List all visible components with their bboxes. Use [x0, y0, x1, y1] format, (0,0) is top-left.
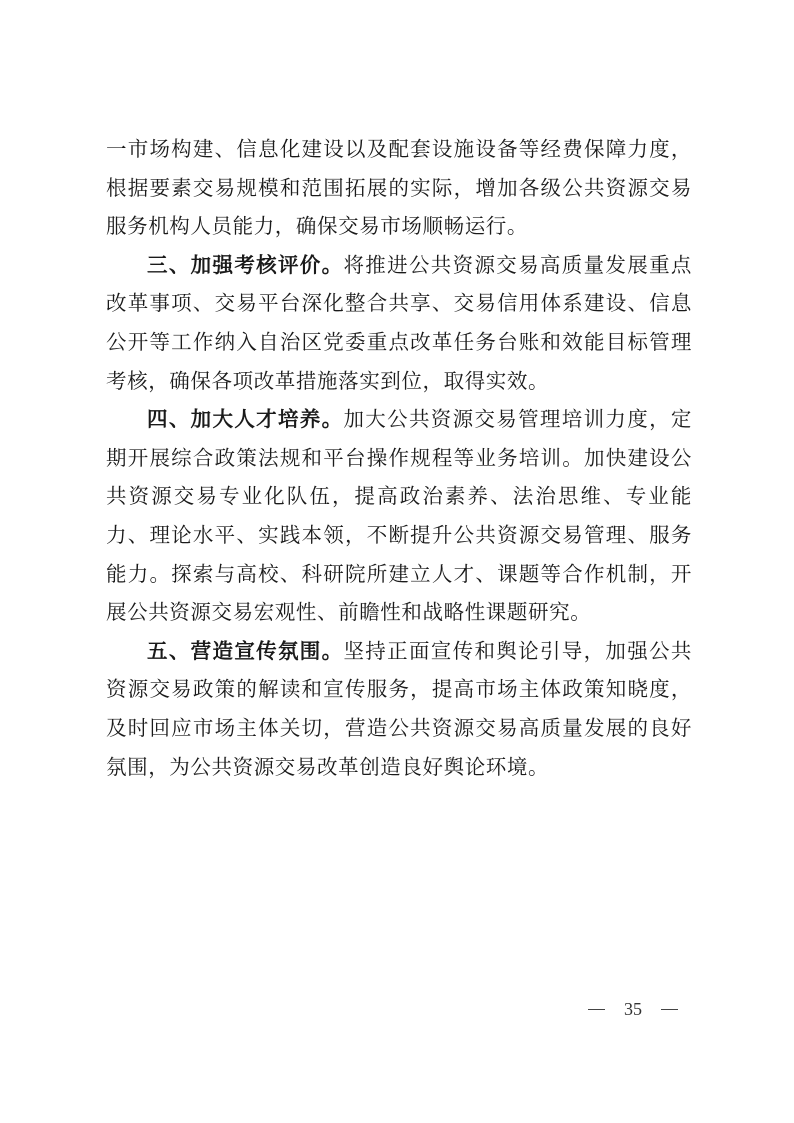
- page-number-footer: [588, 999, 678, 1020]
- right-dash: [661, 1009, 678, 1010]
- paragraph-text: 将推进公共资源交易高质量发展重点改革事项、交易平台深化整合共享、交易信用体系建设、信息公开等工作纳入自治区党委重点改革任务台账和效能目标管理考核，确保各项改革措施落实到位，取得实效。: [106, 252, 692, 393]
- paragraph-talent: [106, 400, 692, 632]
- paragraph-text: 加大公共资源交易管理培训力度，定期开展综合政策法规和平台操作规程等业务培训。加快建设公共资源交易专业化队伍，提高政治素养、法治思维、专业能力、理论水平、实践本领，不断提升公共资源交易管理、服务能力。探索与高校、科研院所建立人才、课题等合作机制，开展公共资源交易宏观性、前瞻性和战略性课题研究。: [106, 407, 692, 625]
- paragraph-publicity: [106, 632, 692, 786]
- document-body: [106, 130, 692, 786]
- page-number: 35: [624, 999, 642, 1019]
- paragraph-assessment: [106, 246, 692, 400]
- paragraph-funding-continuation: [106, 130, 692, 246]
- left-dash: [588, 1009, 605, 1010]
- paragraph-text: 一市场构建、信息化建设以及配套设施设备等经费保障力度，根据要素交易规模和范围拓展的实际，增加各级公共资源交易服务机构人员能力，确保交易市场顺畅运行。: [106, 137, 692, 239]
- paragraph-heading: 三、加强考核评价。: [147, 252, 344, 277]
- paragraph-heading: 四、加大人才培养。: [147, 407, 344, 432]
- paragraph-heading: 五、营造宣传氛围。: [147, 638, 344, 663]
- paragraph-text: 坚持正面宣传和舆论引导，加强公共资源交易政策的解读和宣传服务，提高市场主体政策知晓度，及时回应市场主体关切，营造公共资源交易高质量发展的良好氛围，为公共资源交易改革创造良好舆论环境。: [106, 638, 692, 779]
